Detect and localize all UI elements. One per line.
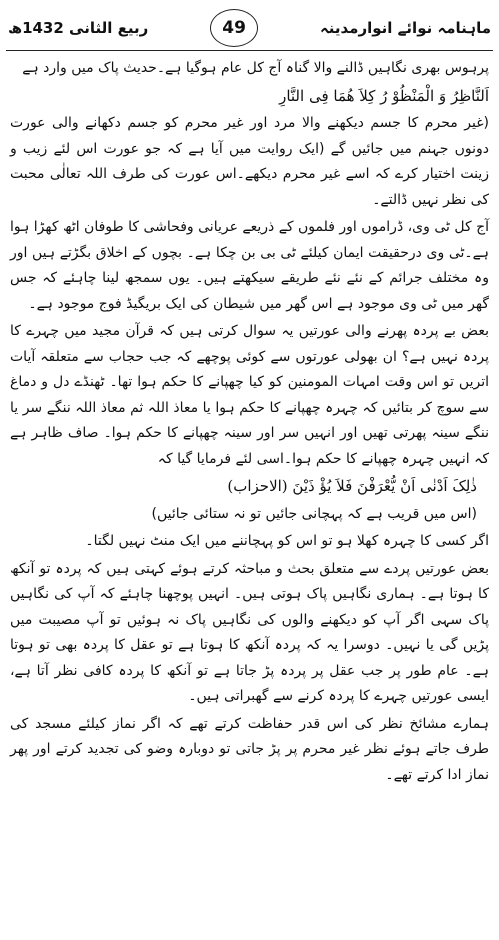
- paragraph-7: بعض عورتیں پردے سے متعلق بحث و مباحثہ کرتے ہوئے کہتی ہیں کہ پردہ تو آنکھ کا ہوتا ہے۔ ہماری نگاہیں پاک ہوتی ہیں۔ انہیں پوچھنا چاہئے کہ آپ کی نگاہیں پاک سہی اگر آپ کو دیکھنے والوں کی نگاہیں پاک نہ ہوئیں تو آپ مصیبت میں پڑیں گی یا نہیں۔ دوسرا یہ کہ پردہ آنکھ کا ہوتا ہے تو عقل کا پردہ بھی تو ہوتا ہے۔ عام طور پر جب عقل پر پردہ پڑ جاتا ہے تو آنکھ کا پردہ کافی نظر آتا ہے، ایسی عورتیں چہرے کا پردہ کرنے سے گھبراتی ہیں۔: [10, 560, 489, 704]
- magazine-title: ماہنامہ نوائے انوارمدینہ: [319, 19, 491, 37]
- hadith-arabic: اَلنَّاظِرُ وَ الْمَنْظُوْ رُ کِلاَ ھُمَا فِی النَّارِ: [279, 86, 489, 105]
- header-divider: [6, 50, 493, 51]
- paragraph-1: پرہوس بھری نگاہیں ڈالنے والا گناہ آج کل عام ہوگیا ہے۔حدیث پاک میں وارد ہے: [22, 60, 489, 76]
- quran-verse-arabic: ذٰلِکَ اَدْنٰی اَنْ یُّعْرَفْنَ فَلاَ یُؤْ ذَیْنَ (الاحزاب): [227, 477, 477, 495]
- paragraph-4: بعض بے پردہ پھرنے والی عورتیں یہ سوال کرتی ہیں کہ قرآن مجید میں چہرے کا پردہ نہیں ہے؟ ان بھولی عورتوں سے کوئی پوچھے کہ جب حجاب سے متعلقہ آیات اتریں تو اس وقت امہات المومنین کو کیا چھپانے کا حکم ہوا تھا۔ ٹھنڈے دل و دماغ سے سوچ کر بتائیں کہ چہرہ چھپانے کا حکم ہوا یا معاذ اللہ ثم معاذ اللہ ننگے سر یا ننگے سینہ پھرتی تھیں اور انہیں سر اور سینہ چھپانے کا حکم ہوا۔ صاف ظاہر ہے کہ انہیں چہرہ چھپانے کا حکم ہوا۔اسی لئے فرمایا گیا کہ: [10, 323, 489, 467]
- verse-translation: (اس میں قریب ہے کہ پہچانی جائیں تو نہ ستائی جائیں): [151, 505, 477, 522]
- paragraph-2: (غیر محرم کا جسم دیکھنے والا مرد اور غیر محرم کو جسم دکھانے والی عورت دونوں جہنم میں جائیں گے (ایک روایت میں آیا ہے کہ جو عورت اس لئے زیب و زینت اختیار کرے کہ اسے غیر محرم دیکھے۔اس عورت کی طرف اللہ تعالٰی محبت کی نظر نہیں ڈالتے۔: [10, 115, 489, 208]
- page-number-badge: 49: [210, 9, 258, 47]
- paragraph-3: آج کل ٹی وی، ڈراموں اور فلموں کے ذریعے عریانی وفحاشی کا طوفان اٹھ کھڑا ہوا ہے۔ٹی وی درحقیقت ایمان کیلئے ٹی بی بن چکا ہے۔ بچوں کے اخلاق بگڑتے ہیں اور وہ مختلف جرائم کے نئے نئے طریقے سیکھتے ہیں۔ یوں سمجھ لینا چاہئے کہ جس گھر میں ٹی وی موجود ہے اس گھر میں شیطان کی ایک بریگیڈ فوج موجود ہے۔: [10, 219, 489, 312]
- paragraph-8: ہمارے مشائخ نظر کی اس قدر حفاظت کرتے تھے کہ اگر نماز کیلئے مسجد کی طرف جاتے ہوئے نظر غیر محرم پر پڑ جاتی تو دوبارہ وضو کی تجدید کرتے اور پھر نماز ادا کرتے تھے۔: [10, 715, 489, 783]
- article-body: [10, 56, 489, 790]
- issue-date: ربیع الثانی 1432ھ: [8, 19, 149, 37]
- paragraph-6: اگر کسی کا چہرہ کھلا ہو تو اس کو پہچاننے میں ایک منٹ نہیں لگتا۔: [85, 533, 489, 549]
- page-header: [8, 10, 491, 46]
